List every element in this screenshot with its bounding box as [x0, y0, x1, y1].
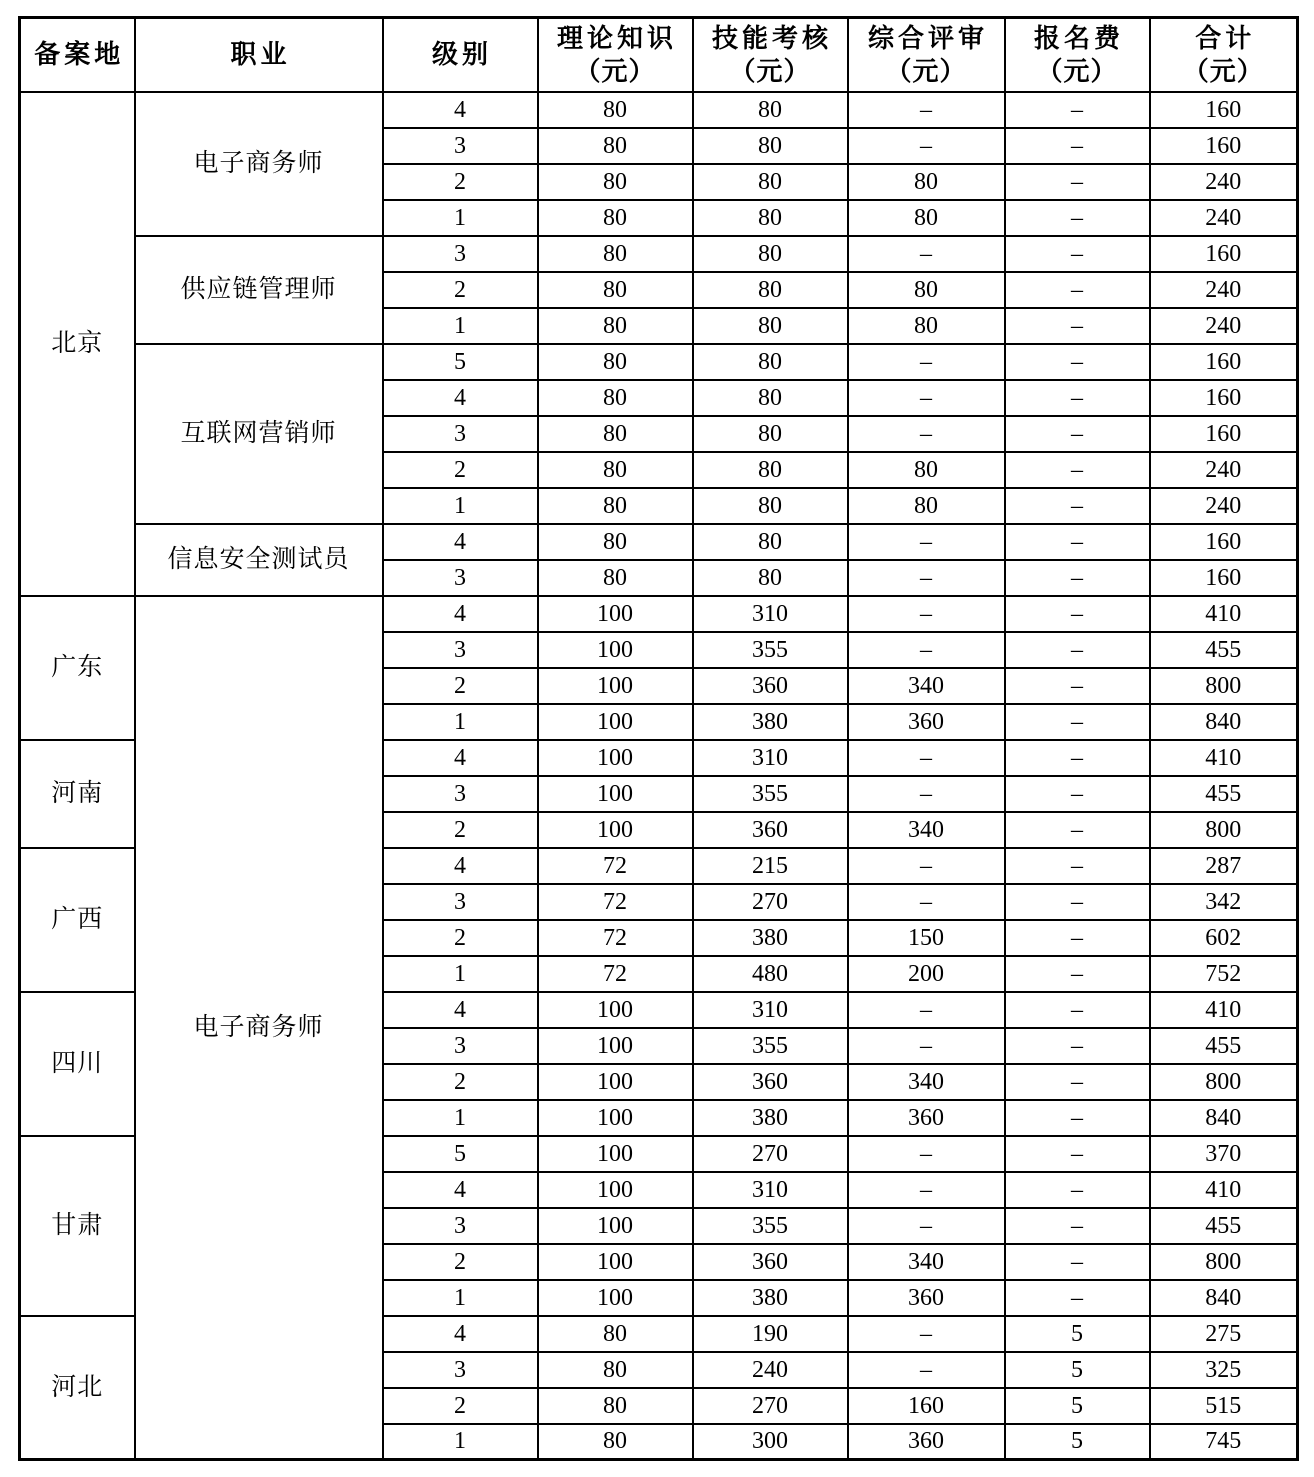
- cell-total: 840: [1150, 1280, 1298, 1316]
- cell-registration: –: [1005, 884, 1150, 920]
- cell-registration: –: [1005, 308, 1150, 344]
- cell-registration: –: [1005, 1280, 1150, 1316]
- cell-review: 360: [848, 1424, 1005, 1460]
- cell-review: –: [848, 1208, 1005, 1244]
- cell-level: 2: [383, 272, 538, 308]
- cell-review: 80: [848, 488, 1005, 524]
- cell-skill: 80: [693, 380, 848, 416]
- cell-level: 3: [383, 1208, 538, 1244]
- cell-level: 2: [383, 164, 538, 200]
- cell-level: 3: [383, 632, 538, 668]
- cell-theory: 80: [538, 344, 693, 380]
- occupation-cell: 供应链管理师: [135, 236, 383, 344]
- cell-skill: 80: [693, 416, 848, 452]
- cell-skill: 480: [693, 956, 848, 992]
- cell-registration: –: [1005, 1208, 1150, 1244]
- cell-review: –: [848, 416, 1005, 452]
- cell-theory: 80: [538, 1352, 693, 1388]
- cell-total: 455: [1150, 1028, 1298, 1064]
- cell-skill: 240: [693, 1352, 848, 1388]
- column-unit: （元）: [1036, 56, 1118, 86]
- cell-skill: 80: [693, 272, 848, 308]
- cell-review: –: [848, 1136, 1005, 1172]
- cell-total: 410: [1150, 992, 1298, 1028]
- cell-registration: 5: [1005, 1316, 1150, 1352]
- cell-registration: –: [1005, 92, 1150, 128]
- cell-review: 340: [848, 668, 1005, 704]
- cell-review: –: [848, 92, 1005, 128]
- cell-level: 1: [383, 956, 538, 992]
- cell-level: 1: [383, 488, 538, 524]
- cell-review: –: [848, 740, 1005, 776]
- cell-total: 745: [1150, 1424, 1298, 1460]
- occupation-cell: 互联网营销师: [135, 344, 383, 524]
- cell-skill: 80: [693, 200, 848, 236]
- cell-total: 800: [1150, 1064, 1298, 1100]
- cell-theory: 80: [538, 308, 693, 344]
- cell-theory: 100: [538, 668, 693, 704]
- column-unit: （元）: [729, 56, 811, 86]
- occupation-cell: 电子商务师: [135, 92, 383, 236]
- cell-skill: 270: [693, 1388, 848, 1424]
- table-row: [20, 596, 1298, 632]
- cell-total: 160: [1150, 344, 1298, 380]
- cell-theory: 72: [538, 920, 693, 956]
- cell-skill: 310: [693, 740, 848, 776]
- cell-skill: 310: [693, 1172, 848, 1208]
- cell-total: 410: [1150, 596, 1298, 632]
- cell-registration: –: [1005, 416, 1150, 452]
- cell-theory: 80: [538, 416, 693, 452]
- cell-review: –: [848, 128, 1005, 164]
- cell-level: 3: [383, 776, 538, 812]
- column-label: 合计: [1195, 23, 1256, 53]
- cell-total: 160: [1150, 524, 1298, 560]
- cell-review: –: [848, 344, 1005, 380]
- cell-theory: 80: [538, 236, 693, 272]
- cell-level: 5: [383, 344, 538, 380]
- region-cell: 广东: [20, 596, 135, 740]
- cell-theory: 100: [538, 1244, 693, 1280]
- cell-theory: 100: [538, 776, 693, 812]
- table-body: [20, 92, 1298, 1460]
- cell-skill: 360: [693, 1064, 848, 1100]
- cell-theory: 100: [538, 992, 693, 1028]
- cell-level: 1: [383, 1424, 538, 1460]
- cell-skill: 190: [693, 1316, 848, 1352]
- cell-registration: –: [1005, 596, 1150, 632]
- cell-theory: 72: [538, 884, 693, 920]
- cell-total: 240: [1150, 452, 1298, 488]
- column-label: 技能考核: [711, 23, 832, 53]
- cell-registration: –: [1005, 524, 1150, 560]
- cell-skill: 380: [693, 704, 848, 740]
- cell-review: –: [848, 776, 1005, 812]
- cell-skill: 80: [693, 236, 848, 272]
- cell-theory: 100: [538, 1064, 693, 1100]
- cell-level: 4: [383, 740, 538, 776]
- cell-theory: 80: [538, 200, 693, 236]
- cell-theory: 80: [538, 1424, 693, 1460]
- column-label: 职业: [230, 40, 291, 70]
- cell-theory: 100: [538, 1172, 693, 1208]
- column-label: 报名费: [1033, 23, 1124, 53]
- cell-skill: 355: [693, 1208, 848, 1244]
- cell-level: 3: [383, 128, 538, 164]
- cell-skill: 310: [693, 992, 848, 1028]
- cell-skill: 355: [693, 632, 848, 668]
- cell-total: 160: [1150, 380, 1298, 416]
- cell-skill: 360: [693, 1244, 848, 1280]
- cell-registration: –: [1005, 560, 1150, 596]
- cell-skill: 80: [693, 344, 848, 380]
- column-header-occupation: [135, 18, 383, 92]
- cell-review: 340: [848, 1244, 1005, 1280]
- cell-total: 752: [1150, 956, 1298, 992]
- cell-level: 4: [383, 1172, 538, 1208]
- cell-total: 410: [1150, 1172, 1298, 1208]
- cell-level: 3: [383, 884, 538, 920]
- cell-level: 1: [383, 1100, 538, 1136]
- cell-total: 240: [1150, 164, 1298, 200]
- cell-review: –: [848, 560, 1005, 596]
- cell-level: 3: [383, 236, 538, 272]
- cell-review: –: [848, 596, 1005, 632]
- cell-level: 4: [383, 992, 538, 1028]
- occupation-cell: 信息安全测试员: [135, 524, 383, 596]
- cell-review: –: [848, 1028, 1005, 1064]
- cell-theory: 100: [538, 632, 693, 668]
- cell-total: 160: [1150, 92, 1298, 128]
- cell-review: –: [848, 1316, 1005, 1352]
- cell-theory: 72: [538, 848, 693, 884]
- cell-registration: –: [1005, 200, 1150, 236]
- cell-total: 455: [1150, 1208, 1298, 1244]
- cell-level: 4: [383, 848, 538, 884]
- cell-theory: 100: [538, 1280, 693, 1316]
- cell-review: –: [848, 1352, 1005, 1388]
- cell-review: 360: [848, 704, 1005, 740]
- region-cell: 甘肃: [20, 1136, 135, 1316]
- cell-theory: 80: [538, 92, 693, 128]
- cell-registration: –: [1005, 1244, 1150, 1280]
- cell-registration: –: [1005, 740, 1150, 776]
- cell-total: 160: [1150, 416, 1298, 452]
- cell-skill: 80: [693, 452, 848, 488]
- column-label: 理论知识: [556, 23, 677, 53]
- cell-registration: –: [1005, 344, 1150, 380]
- cell-theory: 80: [538, 164, 693, 200]
- cell-theory: 80: [538, 488, 693, 524]
- cell-level: 2: [383, 920, 538, 956]
- cell-level: 1: [383, 704, 538, 740]
- cell-registration: –: [1005, 920, 1150, 956]
- cell-registration: –: [1005, 848, 1150, 884]
- cell-level: 2: [383, 1064, 538, 1100]
- cell-review: –: [848, 848, 1005, 884]
- header-row: [20, 18, 1298, 92]
- cell-total: 455: [1150, 776, 1298, 812]
- cell-review: –: [848, 992, 1005, 1028]
- cell-skill: 80: [693, 164, 848, 200]
- cell-skill: 355: [693, 1028, 848, 1064]
- cell-review: –: [848, 380, 1005, 416]
- cell-level: 5: [383, 1136, 538, 1172]
- cell-theory: 80: [538, 1316, 693, 1352]
- cell-level: 4: [383, 596, 538, 632]
- cell-level: 2: [383, 668, 538, 704]
- cell-review: –: [848, 524, 1005, 560]
- cell-total: 840: [1150, 1100, 1298, 1136]
- cell-level: 4: [383, 1316, 538, 1352]
- cell-skill: 270: [693, 884, 848, 920]
- cell-theory: 80: [538, 380, 693, 416]
- cell-theory: 80: [538, 452, 693, 488]
- table-row: [20, 236, 1298, 272]
- table-row: [20, 344, 1298, 380]
- cell-theory: 80: [538, 272, 693, 308]
- column-header-skill: [693, 18, 848, 92]
- cell-registration: –: [1005, 488, 1150, 524]
- region-cell: 北京: [20, 92, 135, 596]
- cell-total: 160: [1150, 236, 1298, 272]
- cell-level: 1: [383, 1280, 538, 1316]
- cell-registration: 5: [1005, 1352, 1150, 1388]
- cell-review: 340: [848, 1064, 1005, 1100]
- cell-registration: –: [1005, 1064, 1150, 1100]
- table-row: [20, 92, 1298, 128]
- cell-level: 2: [383, 1244, 538, 1280]
- cell-registration: –: [1005, 1028, 1150, 1064]
- cell-registration: –: [1005, 1100, 1150, 1136]
- cell-registration: –: [1005, 164, 1150, 200]
- cell-level: 4: [383, 524, 538, 560]
- cell-review: 160: [848, 1388, 1005, 1424]
- cell-skill: 380: [693, 920, 848, 956]
- cell-registration: –: [1005, 992, 1150, 1028]
- cell-review: 200: [848, 956, 1005, 992]
- cell-skill: 355: [693, 776, 848, 812]
- cell-level: 4: [383, 380, 538, 416]
- cell-registration: 5: [1005, 1424, 1150, 1460]
- cell-skill: 80: [693, 308, 848, 344]
- cell-total: 240: [1150, 308, 1298, 344]
- cell-level: 1: [383, 200, 538, 236]
- cell-total: 325: [1150, 1352, 1298, 1388]
- cell-registration: –: [1005, 956, 1150, 992]
- cell-theory: 80: [538, 1388, 693, 1424]
- cell-total: 370: [1150, 1136, 1298, 1172]
- cell-registration: –: [1005, 668, 1150, 704]
- cell-registration: –: [1005, 380, 1150, 416]
- cell-skill: 380: [693, 1280, 848, 1316]
- region-cell: 四川: [20, 992, 135, 1136]
- cell-level: 2: [383, 452, 538, 488]
- cell-total: 240: [1150, 488, 1298, 524]
- cell-total: 240: [1150, 272, 1298, 308]
- cell-theory: 80: [538, 128, 693, 164]
- fee-schedule-table: [18, 16, 1299, 1461]
- cell-review: 80: [848, 308, 1005, 344]
- column-unit: （元）: [1182, 56, 1264, 86]
- cell-skill: 80: [693, 560, 848, 596]
- cell-level: 2: [383, 812, 538, 848]
- cell-skill: 380: [693, 1100, 848, 1136]
- cell-total: 800: [1150, 1244, 1298, 1280]
- cell-total: 160: [1150, 128, 1298, 164]
- cell-level: 2: [383, 1388, 538, 1424]
- column-header-region: [20, 18, 135, 92]
- cell-total: 455: [1150, 632, 1298, 668]
- region-cell: 广西: [20, 848, 135, 992]
- cell-skill: 360: [693, 812, 848, 848]
- cell-review: 360: [848, 1280, 1005, 1316]
- cell-registration: –: [1005, 776, 1150, 812]
- cell-total: 275: [1150, 1316, 1298, 1352]
- cell-registration: –: [1005, 812, 1150, 848]
- cell-theory: 100: [538, 704, 693, 740]
- cell-review: –: [848, 1172, 1005, 1208]
- cell-skill: 270: [693, 1136, 848, 1172]
- column-header-registration: [1005, 18, 1150, 92]
- cell-review: –: [848, 632, 1005, 668]
- cell-review: 360: [848, 1100, 1005, 1136]
- cell-review: 80: [848, 200, 1005, 236]
- cell-skill: 360: [693, 668, 848, 704]
- cell-theory: 100: [538, 812, 693, 848]
- cell-level: 3: [383, 416, 538, 452]
- cell-skill: 300: [693, 1424, 848, 1460]
- cell-skill: 215: [693, 848, 848, 884]
- cell-total: 240: [1150, 200, 1298, 236]
- cell-total: 160: [1150, 560, 1298, 596]
- cell-review: 80: [848, 164, 1005, 200]
- cell-registration: –: [1005, 452, 1150, 488]
- cell-registration: –: [1005, 1136, 1150, 1172]
- cell-theory: 80: [538, 560, 693, 596]
- column-unit: （元）: [885, 56, 967, 86]
- cell-review: 150: [848, 920, 1005, 956]
- cell-registration: –: [1005, 704, 1150, 740]
- cell-review: 340: [848, 812, 1005, 848]
- column-unit: （元）: [574, 56, 656, 86]
- cell-registration: –: [1005, 1172, 1150, 1208]
- column-header-total: [1150, 18, 1298, 92]
- cell-level: 3: [383, 1028, 538, 1064]
- cell-theory: 100: [538, 1028, 693, 1064]
- cell-registration: –: [1005, 128, 1150, 164]
- cell-skill: 80: [693, 524, 848, 560]
- cell-theory: 80: [538, 524, 693, 560]
- cell-total: 410: [1150, 740, 1298, 776]
- region-cell: 河南: [20, 740, 135, 848]
- cell-skill: 80: [693, 92, 848, 128]
- cell-total: 800: [1150, 812, 1298, 848]
- cell-theory: 100: [538, 1136, 693, 1172]
- cell-skill: 80: [693, 488, 848, 524]
- cell-total: 515: [1150, 1388, 1298, 1424]
- cell-registration: –: [1005, 632, 1150, 668]
- column-header-level: [383, 18, 538, 92]
- cell-theory: 72: [538, 956, 693, 992]
- region-cell: 河北: [20, 1316, 135, 1460]
- cell-review: –: [848, 884, 1005, 920]
- cell-theory: 100: [538, 1100, 693, 1136]
- column-header-review: [848, 18, 1005, 92]
- column-label: 综合评审: [867, 23, 988, 53]
- cell-total: 342: [1150, 884, 1298, 920]
- cell-theory: 100: [538, 596, 693, 632]
- column-label: 备案地: [34, 40, 125, 70]
- cell-registration: 5: [1005, 1388, 1150, 1424]
- cell-skill: 80: [693, 128, 848, 164]
- column-header-theory: [538, 18, 693, 92]
- cell-level: 3: [383, 560, 538, 596]
- cell-skill: 310: [693, 596, 848, 632]
- cell-theory: 100: [538, 1208, 693, 1244]
- column-label: 级别: [431, 40, 492, 70]
- cell-total: 800: [1150, 668, 1298, 704]
- cell-total: 840: [1150, 704, 1298, 740]
- cell-review: 80: [848, 452, 1005, 488]
- cell-total: 602: [1150, 920, 1298, 956]
- cell-review: –: [848, 236, 1005, 272]
- cell-level: 3: [383, 1352, 538, 1388]
- cell-review: 80: [848, 272, 1005, 308]
- cell-total: 287: [1150, 848, 1298, 884]
- cell-registration: –: [1005, 236, 1150, 272]
- cell-level: 4: [383, 92, 538, 128]
- cell-theory: 100: [538, 740, 693, 776]
- table-header: [20, 18, 1298, 92]
- cell-level: 1: [383, 308, 538, 344]
- occupation-cell: 电子商务师: [135, 596, 383, 1460]
- cell-registration: –: [1005, 272, 1150, 308]
- table-row: [20, 524, 1298, 560]
